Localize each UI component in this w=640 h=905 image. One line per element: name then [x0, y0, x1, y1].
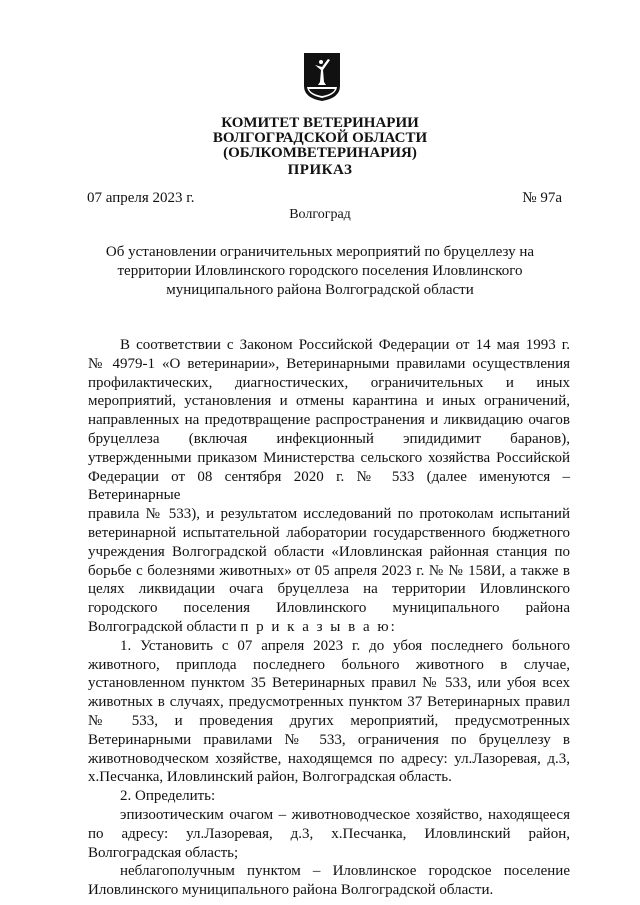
body-line: правила № 533), и результатом исследований по протоколам испытаний [88, 506, 570, 523]
body-text: Волгоградской области [88, 618, 237, 635]
body-line: Ветеринарными правилами № 533, ограничения по бруцеллезу в [88, 731, 570, 748]
body-line: установленном пунктом 35 Ветеринарных правил № 533, или убоя всех [88, 675, 570, 692]
body-line: эпизоотическим очагом – животноводческое хозяйство, находящееся [120, 806, 570, 823]
body-line: направленных на предотвращение распространения и ликвидацию очагов [88, 412, 570, 429]
body-line: по адресу: ул.Лазоревая, д.3, х.Песчанка, Иловлинский район, [88, 825, 570, 842]
body-line: 2. Определить: [120, 788, 216, 805]
body-line: животных в случаях, предусмотренных пунктом 37 Ветеринарных правил [88, 694, 570, 711]
body-line [88, 618, 570, 637]
body-line: учреждения Волгоградской области «Иловлинская районная станция по [88, 543, 570, 560]
document-subject [100, 243, 540, 300]
body-line: животноводческом хозяйстве, находящемся по адресу: ул.Лазоревая, д.3, [88, 750, 570, 767]
subject-line: Об установлении ограничительных мероприятий по бруцеллезу на [105, 244, 535, 260]
document-number: № 97а [522, 190, 562, 206]
body-line: В соответствии с Законом Российской Федерации от 14 мая 1993 г. [120, 337, 570, 353]
volgograd-emblem-icon [303, 52, 341, 102]
document-city: Волгоград [289, 207, 351, 222]
org-name-line-1: КОМИТЕТ ВЕТЕРИНАРИИ [221, 115, 419, 131]
body-line: неблагополучным пунктом – Иловлинское городское поселение [120, 863, 570, 880]
document-body [88, 336, 570, 900]
body-line: х.Песчанка, Иловлинский район, Волгоградская область. [88, 769, 452, 786]
body-line: целях ликвидации очага бруцеллеза на территории Иловлинского [88, 581, 570, 598]
body-line: Волгоградская область; [88, 844, 239, 861]
document-date: 07 апреля 2023 г. [87, 190, 195, 206]
body-line: № 533, и проведения других мероприятий, предусмотренных [88, 712, 570, 729]
body-line: борьбе с болезнями животных» от 05 апреля 2023 г. № № 158И, а также в [88, 562, 570, 579]
document-type: ПРИКАЗ [287, 162, 353, 178]
org-name-line-2: ВОЛГОГРАДСКОЙ ОБЛАСТИ [212, 130, 428, 146]
body-line: Иловлинского муниципального района Волгоградской области. [88, 882, 494, 899]
subject-line: муниципального района Волгоградской области [166, 282, 474, 298]
body-line: мероприятий, установления и отмены карантина и иных ограничений, [88, 393, 570, 410]
body-line: № 4979-1 «О ветеринарии», Ветеринарными правилами осуществления [88, 355, 570, 372]
body-line: городского поселения Иловлинского муниципального района [88, 600, 570, 617]
body-line: 1. Установить с 07 апреля 2023 г. до убоя последнего больного [120, 637, 570, 654]
body-line: Федерации от 08 сентября 2020 г. № 533 (далее именуются – Ветеринарные [88, 468, 570, 504]
body-line: животного, приплода последнего больного животного в случае, [88, 656, 570, 673]
body-line: профилактических, диагностических, ограничительных и иных [88, 374, 570, 391]
order-word: п р и к а з ы в а ю: [240, 618, 397, 635]
body-line: утвержденными приказом Министерства сельского хозяйства Российской [88, 449, 570, 466]
org-name-line-3: (ОБЛКОМВЕТЕРИНАРИЯ) [223, 145, 417, 161]
body-line: ветеринарной испытательной лаборатории государственного бюджетного [88, 524, 570, 541]
subject-line: территории Иловлинского городского поселения Иловлинского [117, 263, 523, 279]
body-line: бруцеллеза (включая инфекционный эпидидимит баранов), [88, 430, 570, 447]
